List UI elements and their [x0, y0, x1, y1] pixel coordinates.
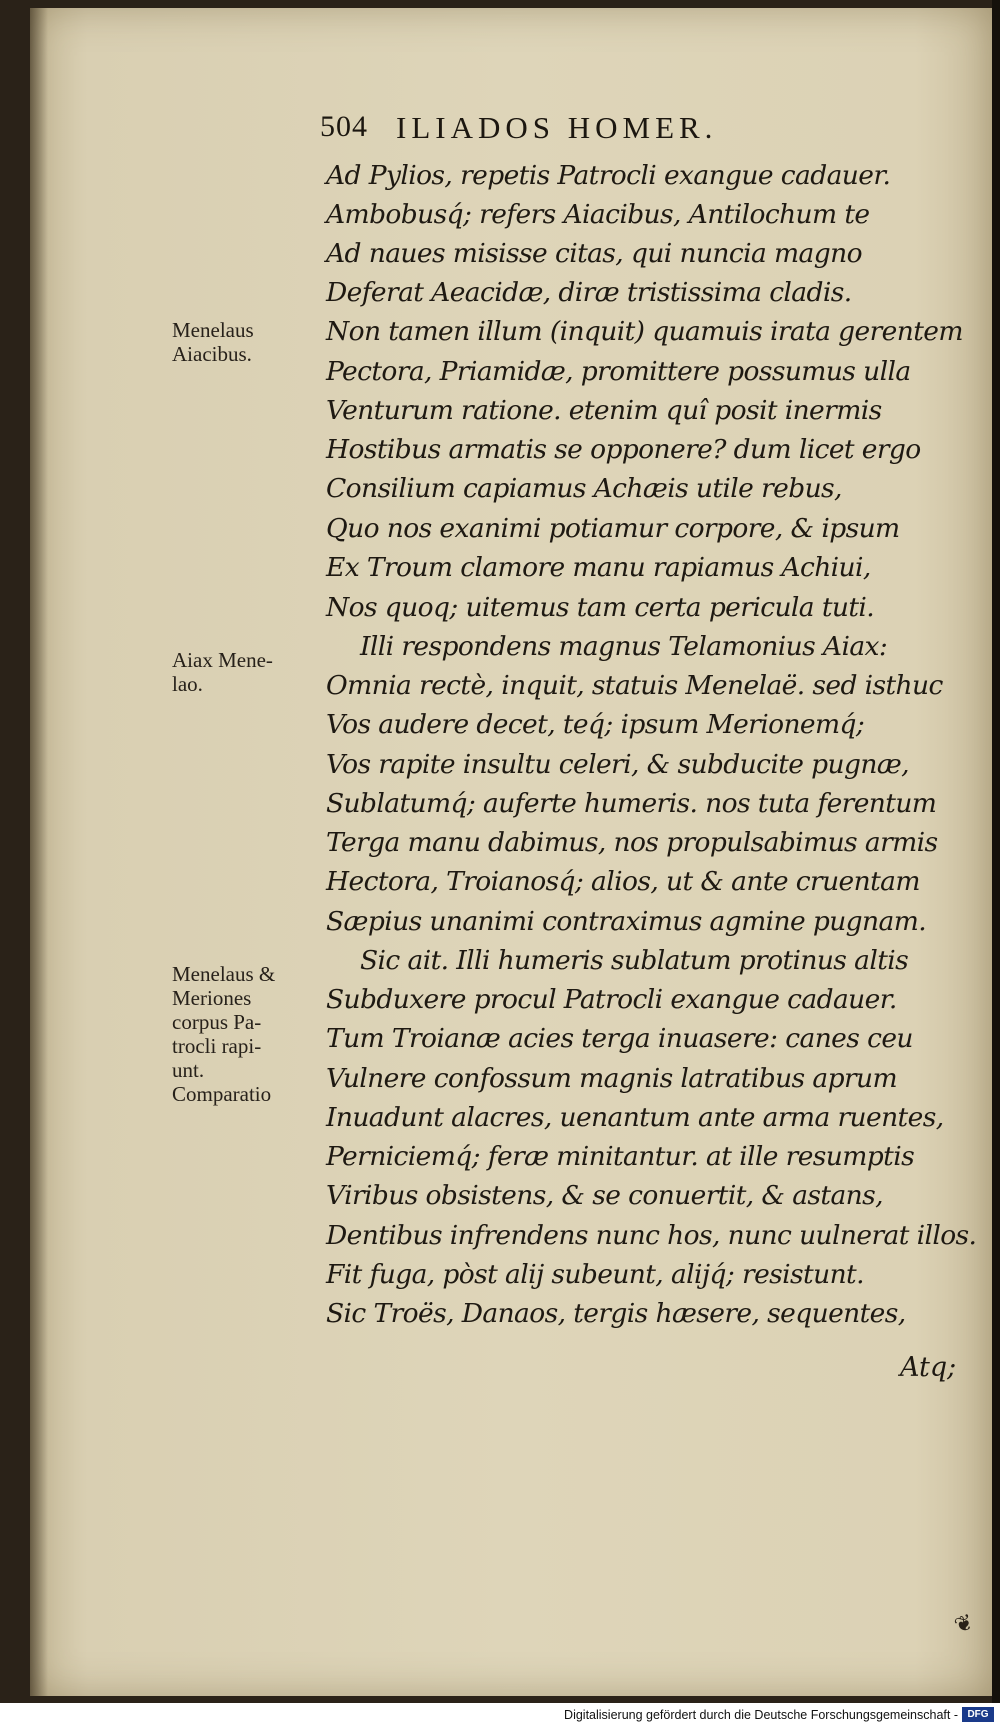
verse-line: Subduxere procul Patrocli exangue cadauer.	[326, 984, 897, 1015]
verse-line: Sublatumq́; auferte humeris. nos tuta ferentum	[326, 788, 937, 819]
verse-line: Consilium capiamus Achæis utile rebus,	[326, 473, 842, 504]
verse-line: Sic Troës, Danaos, tergis hæsere, sequentes,	[326, 1298, 906, 1329]
catchword: Atq;	[900, 1352, 957, 1383]
dfg-logo-icon: DFG	[962, 1707, 994, 1722]
verse-line: Ad Pylios, repetis Patrocli exangue cadauer.	[326, 160, 891, 191]
verse-line: Tum Troianæ acies terga inuasere: canes ceu	[326, 1023, 913, 1054]
margin-note: Menelaus Aiacibus.	[172, 318, 254, 366]
running-title: ILIADOS HOMER.	[396, 110, 718, 145]
verse-line: Venturum ratione. etenim quî posit inermis	[326, 395, 882, 426]
funding-footer	[0, 1703, 1000, 1727]
ornament-icon: ❦	[951, 1609, 978, 1640]
margin-note: Menelaus & Meriones corpus Pa- trocli rapi- unt. Comparatio	[172, 962, 276, 1106]
verse-line: Ex Troum clamore manu rapiamus Achiui,	[326, 552, 871, 583]
verse-line: Illi respondens magnus Telamonius Aiax:	[360, 631, 888, 662]
verse-line: Pectora, Priamidæ, promittere possumus ulla	[326, 356, 911, 387]
verse-line: Fit fuga, pòst alij subeunt, alijq́; resistunt.	[326, 1259, 864, 1290]
funding-text: Digitalisierung gefördert durch die Deutsche Forschungsgemeinschaft -	[564, 1708, 958, 1722]
page-header	[320, 110, 860, 154]
verse-line: Vos audere decet, teq́; ipsum Merionemq́;	[326, 709, 865, 740]
verse-line: Hectora, Troianosq́; alios, ut & ante cruentam	[326, 866, 920, 897]
verse-line: Deferat Aeacidæ, diræ tristissima cladis.	[326, 277, 852, 308]
margin-note: Aiax Mene- lao.	[172, 648, 273, 696]
verse-line: Omnia rectè, inquit, statuis Menelaë. sed isthuc	[326, 670, 943, 701]
verse-line: Vulnere confossum magnis latratibus aprum	[326, 1063, 898, 1094]
verse-line: Vos rapite insultu celeri, & subducite pugnæ,	[326, 749, 909, 780]
verse-line: Ad naues misisse citas, qui nuncia magno	[326, 238, 862, 269]
page-edge	[992, 0, 1000, 1703]
verse-line: Sic ait. Illi humeris sublatum protinus altis	[360, 945, 909, 976]
verse-line: Nos quoq; uitemus tam certa pericula tuti.	[326, 592, 875, 623]
verse-line: Inuadunt alacres, uenantum ante arma ruentes,	[326, 1102, 944, 1133]
verse-line: Viribus obsistens, & se conuertit, & astans,	[326, 1180, 883, 1211]
verse-line: Quo nos exanimi potiamur corpore, & ipsum	[326, 513, 900, 544]
verse-line: Non tamen illum (inquit) quamuis irata gerentem	[326, 316, 963, 347]
verse-line: Terga manu dabimus, nos propulsabimus armis	[326, 827, 938, 858]
verse-line: Sæpius unanimi contraximus agmine pugnam.	[326, 906, 927, 937]
page-number: 504	[320, 110, 368, 143]
verse-line: Dentibus infrendens nunc hos, nunc uulnerat illos.	[326, 1220, 977, 1251]
verse-line: Ambobusq́; refers Aiacibus, Antilochum te	[326, 199, 870, 230]
verse-line: Hostibus armatis se opponere? dum licet ergo	[326, 434, 921, 465]
verse-line: Perniciemq́; feræ minitantur. at ille resumptis	[326, 1141, 915, 1172]
